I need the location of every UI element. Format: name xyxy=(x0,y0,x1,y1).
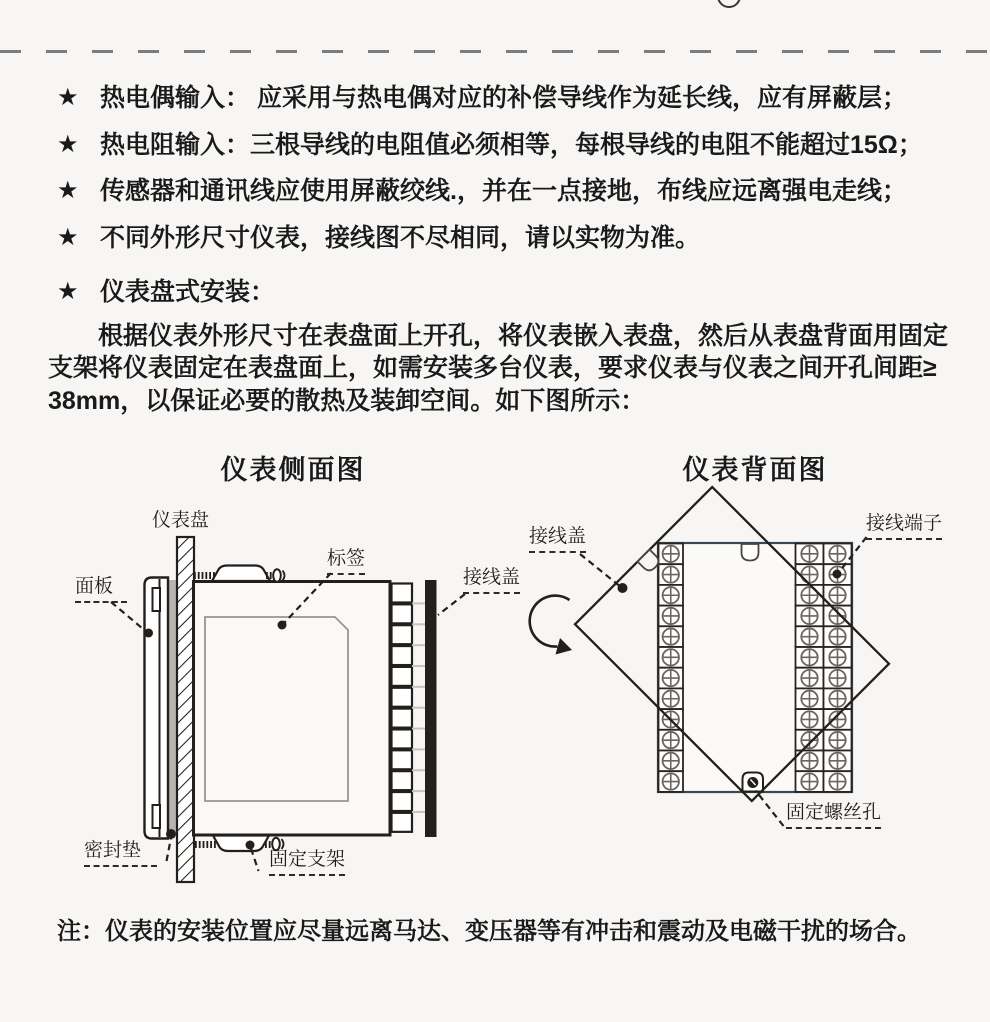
paragraph-line: 38mm，以保证必要的散热及装卸空间。如下图所示： xyxy=(48,387,646,415)
terminal-cell xyxy=(392,625,413,644)
star-icon: ★ xyxy=(57,84,79,111)
star-icon: ★ xyxy=(57,278,79,305)
terminal-cell xyxy=(392,813,413,832)
terminal-cell xyxy=(392,729,413,748)
terminal-cell xyxy=(392,688,413,707)
terminal-cell xyxy=(392,646,413,665)
back-top-tab xyxy=(742,544,759,561)
terminal-cell xyxy=(392,667,413,686)
label-terminals: 接线端子 xyxy=(866,513,942,540)
star-icon: ★ xyxy=(57,131,79,158)
bracket-top xyxy=(212,566,270,582)
terminal-cover-bar xyxy=(425,580,437,837)
label-terminal-cover-side: 接线盖 xyxy=(463,567,520,594)
bullet-text: 不同外形尺寸仪表，接线图不尽相同，请以实物为准。 xyxy=(100,224,701,252)
tag-rect xyxy=(205,617,348,801)
cover-leader xyxy=(580,554,619,586)
rotation-arrow-arc xyxy=(530,596,570,647)
rotation-arrow-head xyxy=(556,638,573,655)
bracket-bottom xyxy=(213,836,269,852)
bezel-clip-top xyxy=(153,588,161,611)
label-front-panel: 面板 xyxy=(75,576,127,603)
bullet-text: 热电阻输入：三根导线的电阻值必须相等，每根导线的电阻不能超过15Ω； xyxy=(100,131,923,159)
terminals-leader-dot xyxy=(833,570,842,579)
bullet-text: 传感器和通讯线应使用屏蔽绞线.，并在一点接地，布线应远离强电走线； xyxy=(100,177,907,205)
side-terminal-strip xyxy=(392,584,426,832)
screw-head-bottom-arc xyxy=(282,839,284,849)
back-view-title: 仪表背面图 xyxy=(682,455,828,485)
terminal-cell xyxy=(392,604,413,623)
label-bracket: 固定支架 xyxy=(269,849,345,876)
terminal-cell xyxy=(392,792,413,811)
screw-hole-leader xyxy=(756,791,784,827)
paragraph-line: 根据仪表外形尺寸在表盘面上开孔，将仪表嵌入表盘，然后从表盘背面用固定 xyxy=(98,322,949,350)
side-view-title: 仪表侧面图 xyxy=(220,455,366,485)
bullet-text: 热电偶输入： 应采用与热电偶对应的补偿导线作为延长线，应有屏蔽层； xyxy=(100,84,907,112)
seal-leader xyxy=(167,838,172,861)
panel-bar-hatch xyxy=(177,537,194,882)
terminal-cover-leader xyxy=(438,594,465,615)
terminal-cell xyxy=(392,709,413,728)
star-icon: ★ xyxy=(57,224,79,251)
front-bezel xyxy=(145,578,169,839)
label-seal: 密封垫 xyxy=(84,840,157,867)
label-screw-hole: 固定螺丝孔 xyxy=(786,802,881,829)
side-view-drawing xyxy=(111,537,465,882)
front-panel-leader xyxy=(111,602,146,631)
star-icon: ★ xyxy=(57,177,79,204)
terminal-cell xyxy=(392,750,413,769)
label-tag: 标签 xyxy=(327,548,365,575)
terminal-cell xyxy=(392,584,413,603)
bezel-clip-bottom xyxy=(153,805,161,828)
heading-text: 仪表盘式安装： xyxy=(100,278,276,306)
installation-note: 注：仪表的安装位置应尽量远离马达、变压器等有冲击和震动及电磁干扰的场合。 xyxy=(57,918,921,945)
label-terminal-cover-back: 接线盖 xyxy=(529,526,586,553)
bracket-leader-dot xyxy=(246,841,255,850)
label-mounting-panel: 仪表盘 xyxy=(152,510,210,531)
screw-head-top xyxy=(273,569,281,582)
screw-head-top-arc xyxy=(283,571,285,581)
paragraph-line: 支架将仪表固定在表盘面上，如需安装多台仪表，要求仪表与仪表之间开孔间距≥ xyxy=(48,354,937,382)
seal-leader-dot xyxy=(166,829,176,839)
terminal-cell xyxy=(392,771,413,790)
